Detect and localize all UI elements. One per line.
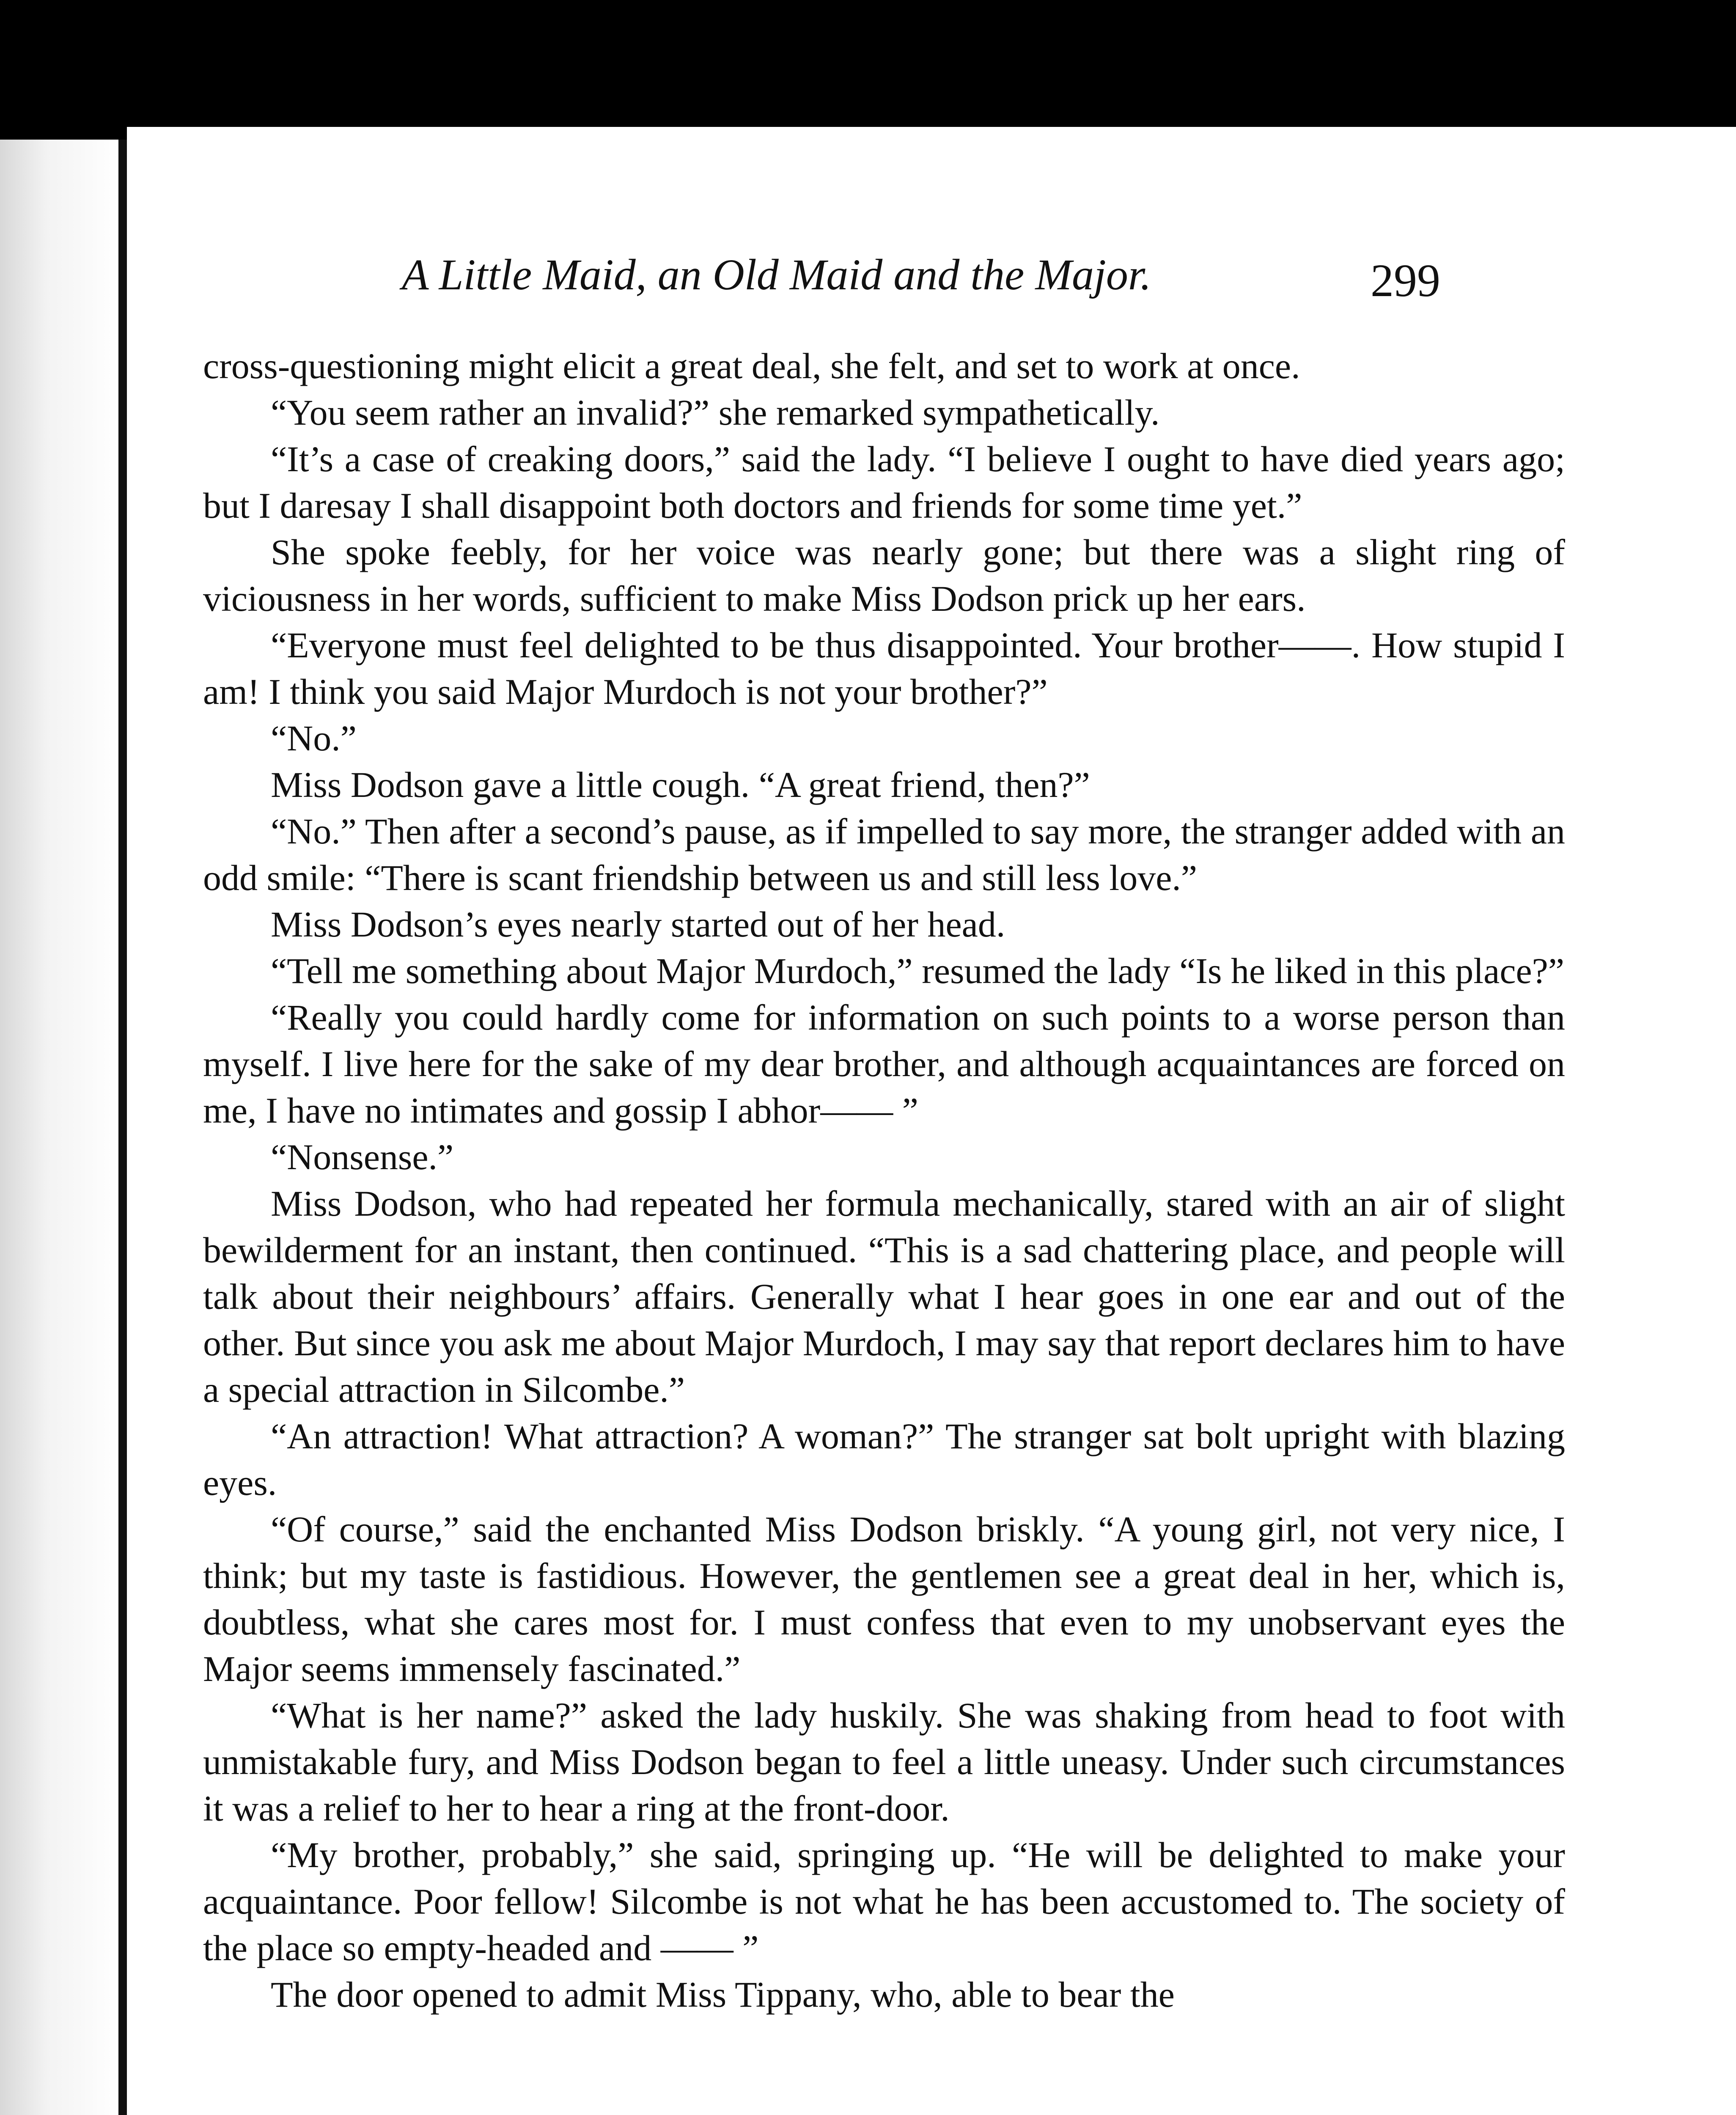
book-gutter [118,140,127,2115]
paragraph-15: “Of course,” said the enchanted Miss Dodson briskly. “A young girl, not very nice, I think; but my taste is fastidious. However, the gentlemen see a great deal in her, which is, doubtless, what she cares most for. I must confess that even to my unobservant eyes the Major seems immensely fascinated.” [203,1509,1565,1689]
paragraph-5: “Everyone must feel delighted to be thus disappointed. Your brother——. How stupid I am! I think you said Major Murdoch is not your brother?” [203,625,1565,712]
paragraph-3: “It’s a case of creaking doors,” said the lady. “I believe I ought to have died years ago; but I daresay I shall disappoint both doctors and friends for some time yet.” [203,439,1565,526]
paragraph-8: “No.” Then after a second’s pause, as if impelled to say more, the stranger added with an odd smile: “There is scant friendship between us and still less love.” [203,811,1565,898]
page-header [127,250,1736,334]
running-title: A Little Maid, an Old Maid and the Major. [402,250,1151,299]
page-body [203,343,1565,2018]
paragraph-9: Miss Dodson’s eyes nearly started out of her head. [271,904,1005,945]
paragraph-6: “No.” [271,718,357,758]
paragraph-12: “Nonsense.” [271,1137,454,1177]
paragraph-17: “My brother, probably,” she said, springing up. “He will be delighted to make your acquaintance. Poor fellow! Silcombe is not what he has been accustomed to. The society of the place so empty-headed and —— ” [203,1835,1565,1968]
paragraph-13: Miss Dodson, who had repeated her formula mechanically, stared with an air of slight bewilderment for an instant, then continued. “This is a sad chattering place, and people will talk about their neighbours’ affairs. Generally what I hear goes in one ear and out of the other. But since you ask me about Major Murdoch, I may say that report declares him to have a special attraction in Silcombe.” [203,1183,1565,1410]
paragraph-2: “You seem rather an invalid?” she remarked sympathetically. [271,392,1160,433]
paragraph-4: She spoke feebly, for her voice was nearly gone; but there was a slight ring of viciousness in her words, sufficient to make Miss Dodson prick up her ears. [203,532,1565,619]
book-page [127,127,1736,2115]
paragraph-1: cross-questioning might elicit a great deal, she felt, and set to work at once. [203,346,1300,386]
paragraph-11: “Really you could hardly come for information on such points to a worse person than myself. I live here for the sake of my dear brother, and although acquaintances are forced on me, I have no intimates and gossip I abhor—— ” [203,997,1565,1131]
paragraph-7: Miss Dodson gave a little cough. “A great friend, then?” [271,764,1090,805]
facing-page-edge [0,140,118,2115]
paragraph-16: “What is her name?” asked the lady huskily. She was shaking from head to foot with unmistakable fury, and Miss Dodson began to feel a little uneasy. Under such circumstances it was a relief to her to hear a ring at the front-door. [203,1695,1565,1829]
page-number: 299 [1371,255,1440,306]
paragraph-10: “Tell me something about Major Murdoch,” resumed the lady “Is he liked in this place?” [271,950,1564,991]
paragraph-14: “An attraction! What attraction? A woman?” The stranger sat bolt upright with blazing eyes. [203,1416,1565,1503]
paragraph-18: The door opened to admit Miss Tippany, who, able to bear the [271,1974,1175,2015]
